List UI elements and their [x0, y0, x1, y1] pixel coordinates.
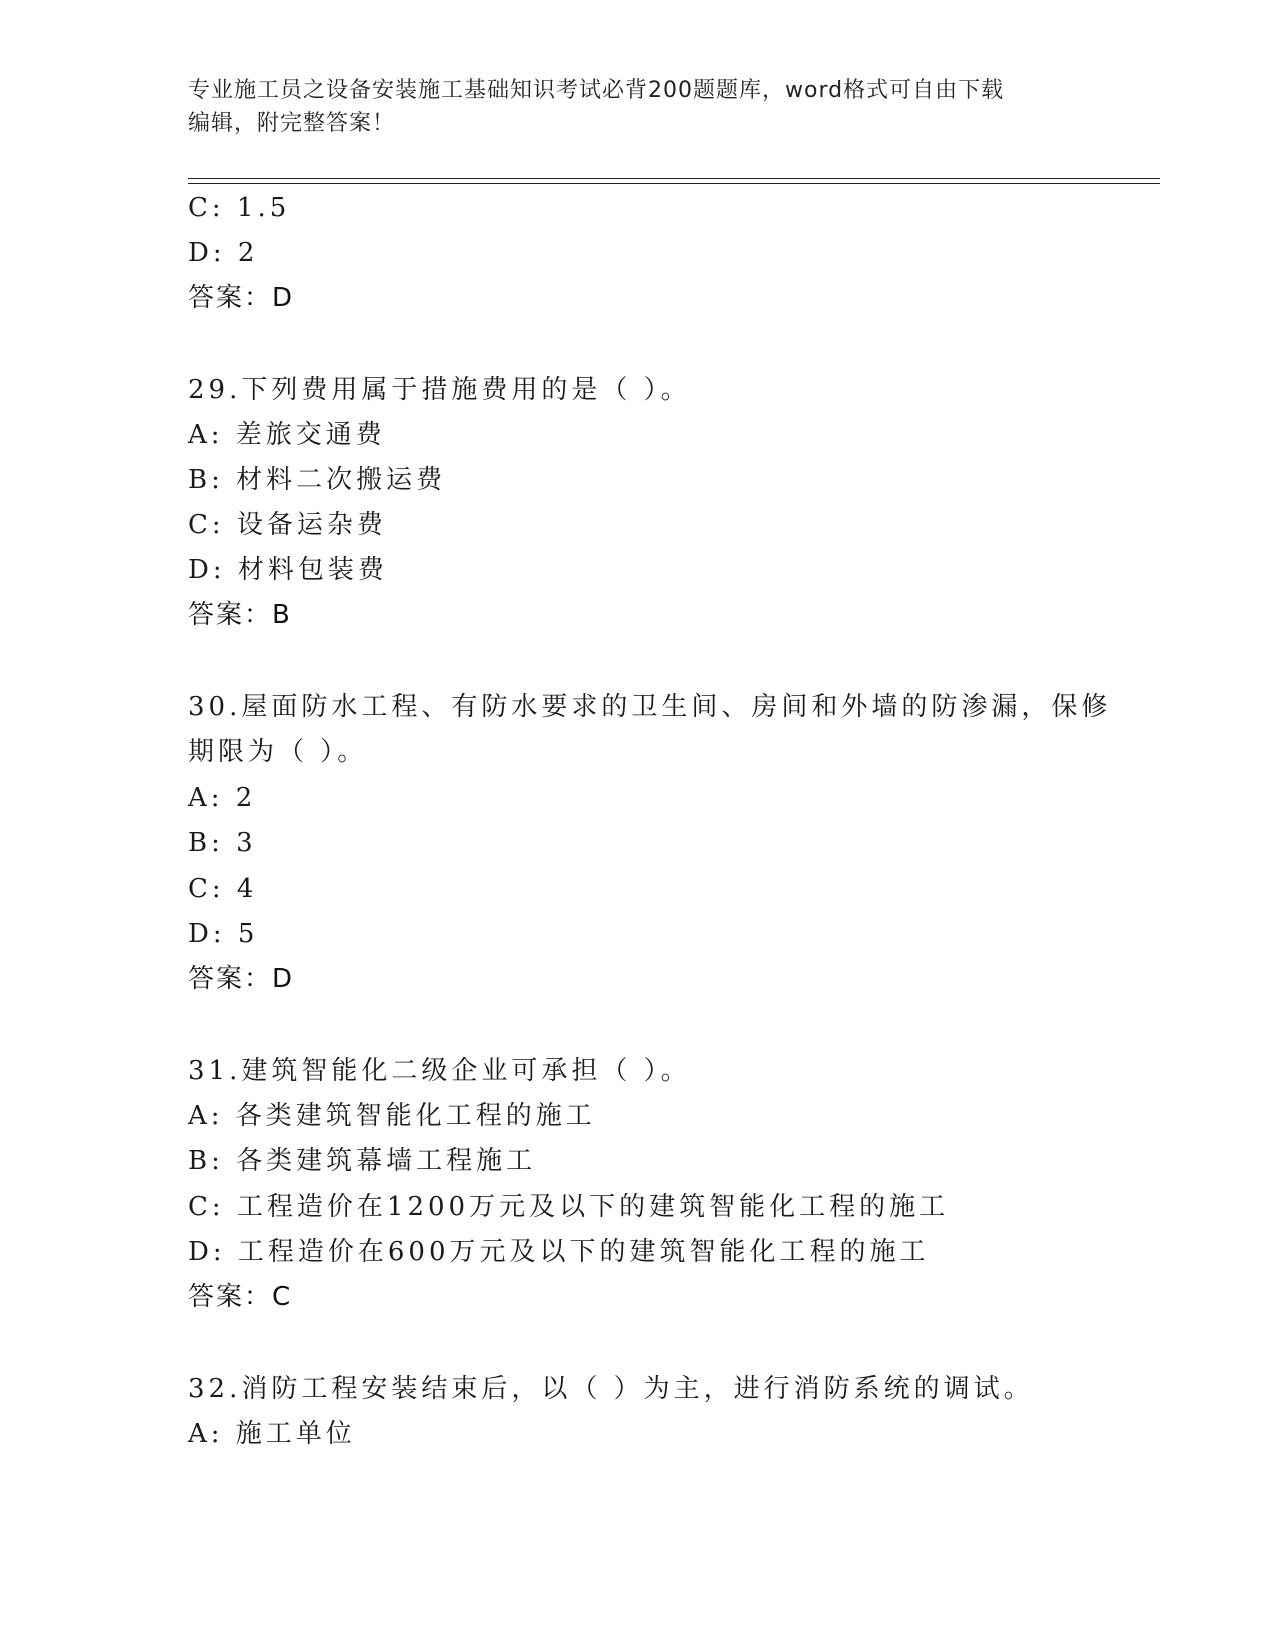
q28-answer: 答案：D — [188, 283, 295, 313]
header-title-line-2: 编辑，附完整答案！ — [188, 111, 396, 136]
q30-option-c: C: 4 — [188, 874, 258, 904]
q29-option-a: A: 差旅交通费 — [188, 420, 386, 450]
q30-question-line-1: 30.屋面防水工程、有防水要求的卫生间、房间和外墙的防渗漏，保修 — [188, 692, 1112, 722]
q29-question: 29.下列费用属于措施费用的是（ ）。 — [188, 375, 691, 405]
q29-option-b: B: 材料二次搬运费 — [188, 465, 447, 495]
q30-answer: 答案：D — [188, 964, 295, 994]
q29-option-c: C: 设备运杂费 — [188, 510, 387, 540]
q32-option-a: A: 施工单位 — [188, 1419, 356, 1449]
q32-question: 32.消防工程安装结束后，以（ ）为主，进行消防系统的调试。 — [188, 1374, 1034, 1404]
q28-option-d: D: 2 — [188, 238, 259, 268]
header-divider-top — [188, 178, 1160, 179]
q31-answer: 答案：C — [188, 1282, 293, 1312]
q31-question: 31.建筑智能化二级企业可承担（ ）。 — [188, 1056, 691, 1086]
document-header — [188, 74, 1088, 140]
q30-option-a: A: 2 — [188, 783, 257, 813]
q31-option-c: C: 工程造价在1200万元及以下的建筑智能化工程的施工 — [188, 1192, 950, 1222]
q29-option-d: D: 材料包装费 — [188, 555, 388, 585]
q31-option-d: D: 工程造价在600万元及以下的建筑智能化工程的施工 — [188, 1237, 930, 1267]
q30-option-b: B: 3 — [188, 828, 257, 858]
header-title-line-1: 专业施工员之设备安装施工基础知识考试必背200题题库，word格式可自由下载 — [188, 78, 1005, 103]
q28-option-c: C: 1.5 — [188, 193, 291, 223]
q31-option-a: A: 各类建筑智能化工程的施工 — [188, 1101, 596, 1131]
q30-question-line-2: 期限为（ ）。 — [188, 737, 368, 767]
header-divider-bottom — [188, 183, 1160, 184]
q31-option-b: B: 各类建筑幕墙工程施工 — [188, 1146, 537, 1176]
q30-option-d: D: 5 — [188, 919, 259, 949]
q29-answer: 答案：B — [188, 600, 292, 630]
